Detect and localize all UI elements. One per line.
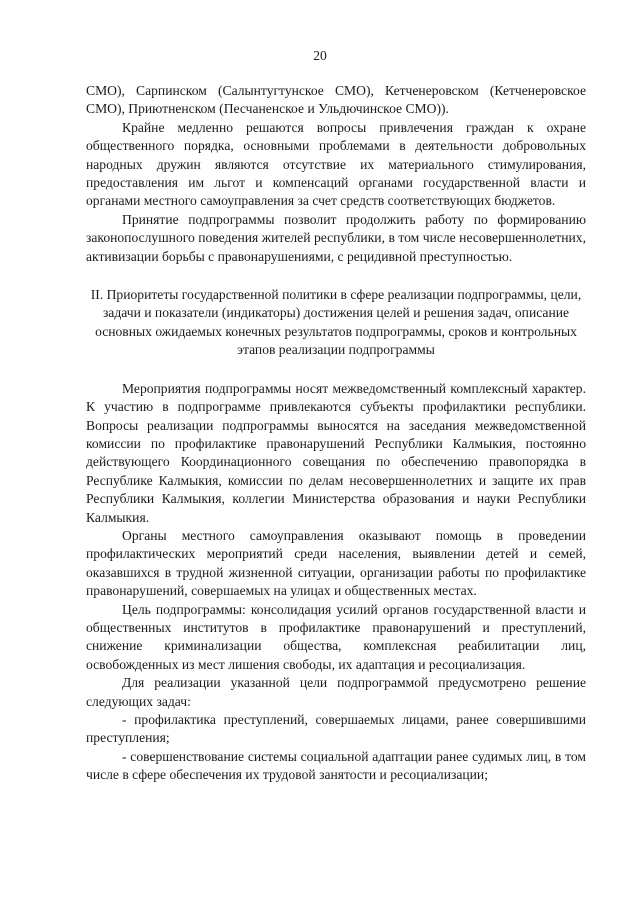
task-item-social-adaptation: - совершенствование системы социальной адаптации ранее судимых лиц, в том числе в сфере обеспечения их трудовой занятости и ресоциализации;: [86, 748, 586, 783]
page-number: 20: [313, 48, 327, 63]
paragraph-interagency-measures: Мероприятия подпрограммы носят межведомственный комплексный характер. К участию в подпрограмме привлекаются субъекты профилактики республики. Вопросы реализации подпрограммы выносятся на заседания межведомственной комиссии по профилактике правонарушений Республики Калмыкия, постоянно действующего Координационного совещания по обеспечению правопорядка в Республике Калмыкия, комиссии по делам несовершеннолетних и защите их прав Республики Калмыкия, коллегии Министерства образования и науки Республики Калмыкия.: [86, 380, 586, 525]
paragraph-subprogram-adoption: Принятие подпрограммы позволит продолжить работу по формированию законопослушного поведения жителей республики, в том числе несовершеннолетних, активизации борьбы с правонарушениями, с рецидивной преступностью.: [86, 211, 586, 264]
task-item-prevention: - профилактика преступлений, совершаемых лицами, ранее совершившими преступления;: [86, 712, 586, 746]
document-body: [86, 82, 586, 785]
paragraph-local-government: Органы местного самоуправления оказывают помощь в проведении профилактических мероприятий среди населения, выявлении детей и семей, оказавшихся в трудной жизненной ситуации, организации работы по профилактике правонарушений, совершаемых на улицах и общественных местах.: [86, 527, 586, 599]
paragraph-subprogram-goal: Цель подпрограммы: консолидация усилий органов государственной власти и общественных институтов в профилактике правонарушений и преступлений, снижение криминализации общества, комплексная реабилитации лиц, освобожденных из мест лишения свободы, их адаптация и ресоциализация.: [86, 601, 586, 672]
paragraph-tasks-intro: Для реализации указанной цели подпрограммой предусмотрено решение следующих задач:: [86, 675, 586, 709]
paragraph-continuation: СМО), Сарпинском (Салынтугтунское СМО), Кетченеровском (Кетченеровское СМО), Приютненском (Песчаненское и Ульдючинское СМО)).: [86, 83, 586, 117]
paragraph-volunteer-patrols: Крайне медленно решаются вопросы привлечения граждан к охране общественного порядка, основными проблемами в деятельности добровольных народных дружин являются отсутствие их материального стимулирования, предоставления им льгот и компенсаций органами государственной власти и органами местного самоуправления за счет средств соответствующих бюджетов.: [86, 119, 586, 209]
section-heading: II. Приоритеты государственной политики в сфере реализации подпрограммы, цели, задачи и показатели (индикаторы) достижения целей и решения задач, описание основных ожидаемых конечных результатов подпрограммы, сроков и контрольных этапов реализации подпрограммы: [90, 287, 582, 358]
